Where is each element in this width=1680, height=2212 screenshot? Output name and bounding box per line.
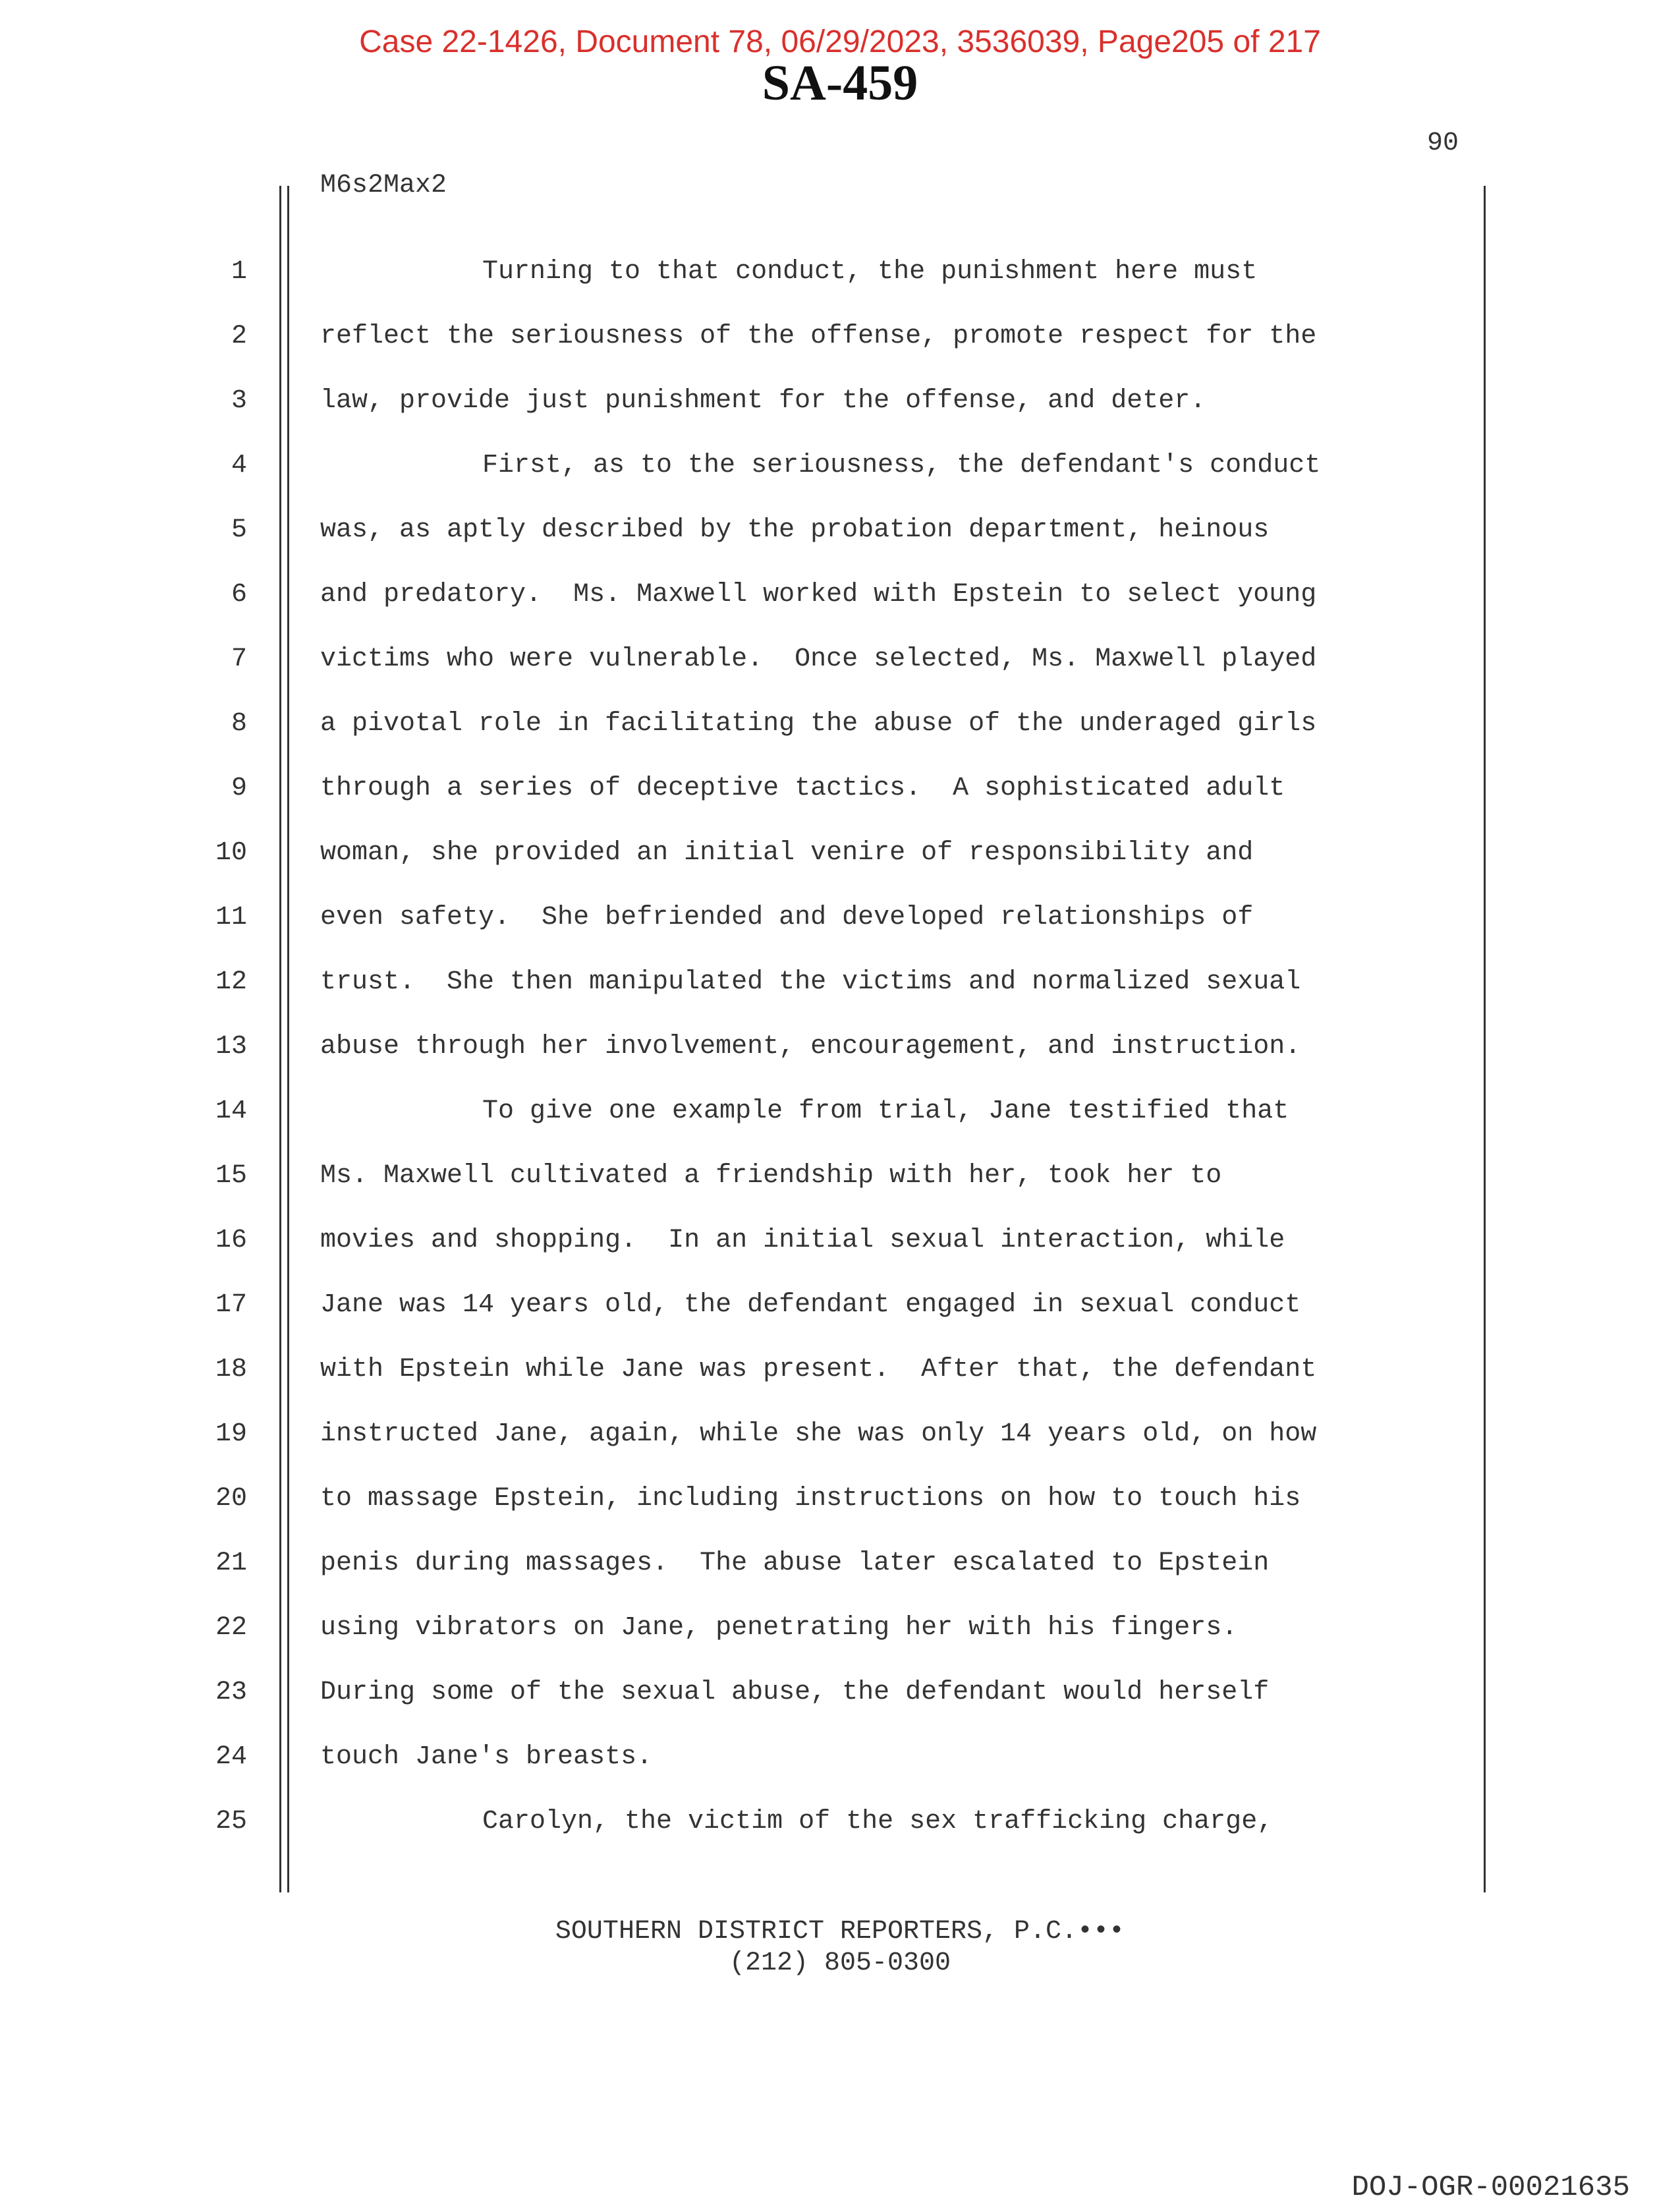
- transcript-line: Ms. Maxwell cultivated a friendship with her, took her to: [320, 1161, 1222, 1191]
- line-number: 14: [215, 1096, 247, 1126]
- line-number: 10: [215, 838, 247, 868]
- line-number: 18: [215, 1355, 247, 1384]
- transcript-line: Carolyn, the victim of the sex trafficking charge,: [482, 1807, 1274, 1836]
- transcript-line: even safety. She befriended and developed relationships of: [320, 903, 1254, 932]
- line-number: 2: [231, 322, 247, 351]
- line-number: 24: [215, 1742, 247, 1772]
- line-number: 5: [231, 515, 247, 545]
- bates-number: DOJ-OGR-00021635: [1351, 2171, 1630, 2204]
- transcript-line: and predatory. Ms. Maxwell worked with Epstein to select young: [320, 580, 1317, 610]
- transcript-line: During some of the sexual abuse, the defendant would herself: [320, 1678, 1270, 1707]
- line-number: 21: [215, 1548, 247, 1578]
- case-stamp: Case 22-1426, Document 78, 06/29/2023, 3536039, Page205 of 217: [359, 24, 1321, 59]
- line-number: 22: [215, 1613, 247, 1643]
- line-number: 3: [231, 386, 247, 416]
- line-number: 19: [215, 1419, 247, 1449]
- line-number: 20: [215, 1484, 247, 1514]
- line-number: 1: [231, 257, 247, 287]
- transcript-line: abuse through her involvement, encouragement, and instruction.: [320, 1032, 1301, 1062]
- transcript-line: touch Jane's breasts.: [320, 1742, 653, 1772]
- transcript-line: Jane was 14 years old, the defendant engaged in sexual conduct: [320, 1290, 1301, 1320]
- transcript-line: reflect the seriousness of the offense, promote respect for the: [320, 322, 1317, 351]
- transcript-line: movies and shopping. In an initial sexual interaction, while: [320, 1226, 1285, 1255]
- transcript-line: law, provide just punishment for the offense, and deter.: [320, 386, 1206, 416]
- transcript-line: was, as aptly described by the probation department, heinous: [320, 515, 1270, 545]
- line-number: 25: [215, 1807, 247, 1836]
- transcript-line: Turning to that conduct, the punishment here must: [482, 257, 1258, 287]
- transcript-line: First, as to the seriousness, the defendant's conduct: [482, 451, 1321, 480]
- transcript-line: instructed Jane, again, while she was only 14 years old, on how: [320, 1419, 1317, 1449]
- line-number: 15: [215, 1161, 247, 1191]
- line-number: 12: [215, 967, 247, 997]
- line-number: 8: [231, 709, 247, 739]
- transcript-line: with Epstein while Jane was present. After that, the defendant: [320, 1355, 1317, 1384]
- line-number: 13: [215, 1032, 247, 1062]
- line-number: 17: [215, 1290, 247, 1320]
- transcript-line: using vibrators on Jane, penetrating her with his fingers.: [320, 1613, 1238, 1643]
- transcript-page-number: 90: [1426, 128, 1459, 158]
- left-margin-rule-inner: [287, 186, 289, 1892]
- transcript-code: M6s2Max2: [320, 171, 447, 200]
- line-number: 16: [215, 1226, 247, 1255]
- line-number: 9: [231, 774, 247, 803]
- line-number: 6: [231, 580, 247, 610]
- left-margin-rule-outer: [279, 186, 281, 1892]
- reporter-name: SOUTHERN DISTRICT REPORTERS, P.C.•••: [555, 1917, 1125, 1946]
- transcript-line: trust. She then manipulated the victims and normalized sexual: [320, 967, 1301, 997]
- line-number: 4: [231, 451, 247, 480]
- transcript-line: through a series of deceptive tactics. A sophisticated adult: [320, 774, 1285, 803]
- transcript-line: to massage Epstein, including instructions on how to touch his: [320, 1484, 1301, 1514]
- line-number: 11: [215, 903, 247, 932]
- reporter-phone: (212) 805-0300: [729, 1948, 951, 1978]
- sa-page-label: SA-459: [762, 55, 918, 111]
- line-number: 23: [215, 1678, 247, 1707]
- transcript-line: penis during massages. The abuse later escalated to Epstein: [320, 1548, 1270, 1578]
- transcript-line: victims who were vulnerable. Once selected, Ms. Maxwell played: [320, 644, 1317, 674]
- transcript-line: To give one example from trial, Jane testified that: [482, 1096, 1289, 1126]
- right-margin-rule: [1484, 186, 1486, 1892]
- line-number: 7: [231, 644, 247, 674]
- transcript-line: woman, she provided an initial venire of responsibility and: [320, 838, 1254, 868]
- transcript-line: a pivotal role in facilitating the abuse of the underaged girls: [320, 709, 1317, 739]
